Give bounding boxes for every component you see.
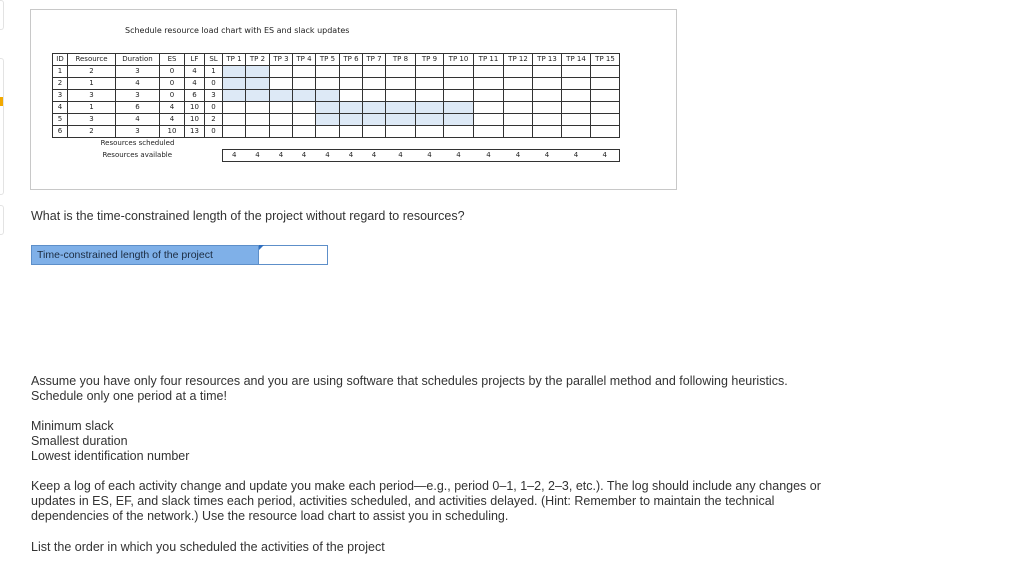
- period-cell[interactable]: [293, 66, 316, 78]
- cell-lf: 10: [185, 102, 205, 114]
- period-cell[interactable]: [270, 114, 293, 126]
- available-cell: 4: [340, 150, 363, 162]
- cell-duration: 4: [116, 78, 160, 90]
- period-cell[interactable]: [246, 90, 270, 102]
- table-row: [53, 102, 620, 114]
- period-cell[interactable]: [444, 90, 474, 102]
- heuristic-2: Smallest duration: [31, 434, 128, 448]
- header-cell: TP 8: [386, 54, 416, 66]
- period-cell[interactable]: [591, 90, 620, 102]
- period-cell[interactable]: [591, 102, 620, 114]
- period-cell[interactable]: [533, 78, 562, 90]
- header-cell: TP 13: [533, 54, 562, 66]
- table-row: [53, 114, 620, 126]
- available-cell: 4: [504, 150, 533, 162]
- period-cell[interactable]: [293, 78, 316, 90]
- period-cell[interactable]: [474, 90, 504, 102]
- cell-duration: 3: [116, 126, 160, 138]
- period-cell[interactable]: [270, 102, 293, 114]
- period-cell[interactable]: [270, 126, 293, 138]
- available-cell: 4: [246, 150, 270, 162]
- period-cell[interactable]: [316, 102, 340, 114]
- scheduled-cell: [416, 138, 444, 150]
- cell-resource: 3: [68, 114, 116, 126]
- period-cell[interactable]: [533, 102, 562, 114]
- cell-duration: 3: [116, 66, 160, 78]
- period-cell[interactable]: [386, 102, 416, 114]
- period-cell[interactable]: [363, 102, 386, 114]
- cell-id: 5: [53, 114, 68, 126]
- header-cell: TP 10: [444, 54, 474, 66]
- period-cell[interactable]: [246, 126, 270, 138]
- period-cell[interactable]: [363, 78, 386, 90]
- period-cell[interactable]: [591, 78, 620, 90]
- period-cell[interactable]: [504, 102, 533, 114]
- period-cell[interactable]: [444, 126, 474, 138]
- scheduled-cell: [533, 138, 562, 150]
- cell-id: 6: [53, 126, 68, 138]
- header-cell: TP 2: [246, 54, 270, 66]
- period-cell[interactable]: [533, 114, 562, 126]
- period-cell[interactable]: [316, 66, 340, 78]
- cell-resource: 1: [68, 78, 116, 90]
- question-text: What is the time-constrained length of the project without regard to resources?: [31, 209, 465, 223]
- cell-duration: 4: [116, 114, 160, 126]
- period-cell[interactable]: [533, 66, 562, 78]
- period-cell[interactable]: [591, 66, 620, 78]
- available-cell: 4: [533, 150, 562, 162]
- cell-es: 0: [160, 78, 185, 90]
- header-cell: TP 3: [270, 54, 293, 66]
- cell-es: 4: [160, 114, 185, 126]
- period-cell[interactable]: [340, 78, 363, 90]
- cell-lf: 6: [185, 90, 205, 102]
- period-cell[interactable]: [416, 102, 444, 114]
- cell-sl: 3: [205, 90, 223, 102]
- table-header-row: [53, 54, 620, 66]
- chart-title: Schedule resource load chart with ES and slack updates: [125, 26, 350, 35]
- cell-es: 0: [160, 90, 185, 102]
- period-cell[interactable]: [562, 90, 591, 102]
- scheduled-cell: [293, 138, 316, 150]
- period-cell[interactable]: [562, 78, 591, 90]
- cell-id: 3: [53, 90, 68, 102]
- instructions-paragraph-1: Assume you have only four resources and you are using software that schedules projects by the parallel method and following heuristics. Schedule only one period at a time!: [31, 374, 788, 403]
- resources-available-label: Resources available: [102, 151, 173, 159]
- period-cell[interactable]: [223, 90, 246, 102]
- period-cell[interactable]: [591, 126, 620, 138]
- period-cell[interactable]: [246, 114, 270, 126]
- header-cell: TP 15: [591, 54, 620, 66]
- available-cell: 4: [316, 150, 340, 162]
- period-cell[interactable]: [474, 114, 504, 126]
- cell-resource: 2: [68, 126, 116, 138]
- available-cell: 4: [270, 150, 293, 162]
- period-cell[interactable]: [533, 90, 562, 102]
- cell-resource: 3: [68, 90, 116, 102]
- answer-input-wrap: [259, 245, 328, 265]
- period-cell[interactable]: [386, 78, 416, 90]
- period-cell[interactable]: [444, 114, 474, 126]
- header-cell: ES: [160, 54, 185, 66]
- cell-duration: 3: [116, 90, 160, 102]
- cell-lf: 10: [185, 114, 205, 126]
- scheduled-cell: [386, 138, 416, 150]
- available-cell: 4: [223, 150, 246, 162]
- scheduled-cell: [363, 138, 386, 150]
- answer-row: [31, 245, 328, 265]
- table-row: [53, 78, 620, 90]
- available-cell: 4: [416, 150, 444, 162]
- table-row: [53, 66, 620, 78]
- cell-id: 2: [53, 78, 68, 90]
- period-cell[interactable]: [246, 102, 270, 114]
- period-cell[interactable]: [474, 78, 504, 90]
- scheduled-cell: [246, 138, 270, 150]
- period-cell[interactable]: [444, 78, 474, 90]
- period-cell[interactable]: [474, 126, 504, 138]
- scheduled-cell: [444, 138, 474, 150]
- header-cell: TP 1: [223, 54, 246, 66]
- period-cell[interactable]: [223, 102, 246, 114]
- period-cell[interactable]: [444, 102, 474, 114]
- period-cell[interactable]: [591, 114, 620, 126]
- header-cell: LF: [185, 54, 205, 66]
- header-cell: TP 12: [504, 54, 533, 66]
- resources-available-row: [53, 150, 620, 162]
- cell-sl: 2: [205, 114, 223, 126]
- cell-id: 1: [53, 66, 68, 78]
- cell-es: 4: [160, 102, 185, 114]
- input-corner-marker: [259, 245, 264, 250]
- period-cell[interactable]: [223, 126, 246, 138]
- scheduled-cell: [591, 138, 620, 150]
- period-cell[interactable]: [293, 102, 316, 114]
- available-cell: 4: [562, 150, 591, 162]
- cell-lf: 13: [185, 126, 205, 138]
- active-marker: [0, 97, 3, 106]
- cell-resource: 1: [68, 102, 116, 114]
- answer-label: Time-constrained length of the project: [31, 245, 259, 265]
- period-cell[interactable]: [246, 78, 270, 90]
- period-cell[interactable]: [340, 126, 363, 138]
- period-cell[interactable]: [474, 102, 504, 114]
- period-cell[interactable]: [504, 66, 533, 78]
- period-cell[interactable]: [223, 114, 246, 126]
- period-cell[interactable]: [340, 66, 363, 78]
- available-cell: 4: [591, 150, 620, 162]
- cell-es: 0: [160, 66, 185, 78]
- period-cell[interactable]: [363, 90, 386, 102]
- cell-lf: 4: [185, 66, 205, 78]
- header-cell: SL: [205, 54, 223, 66]
- scheduled-cell: [474, 138, 504, 150]
- heuristic-1: Minimum slack: [31, 419, 114, 433]
- scheduled-cell: [270, 138, 293, 150]
- period-cell[interactable]: [416, 90, 444, 102]
- cell-duration: 6: [116, 102, 160, 114]
- period-cell[interactable]: [270, 90, 293, 102]
- period-cell[interactable]: [386, 126, 416, 138]
- period-cell[interactable]: [340, 114, 363, 126]
- scheduled-cell: [316, 138, 340, 150]
- period-cell[interactable]: [270, 66, 293, 78]
- cell-lf: 4: [185, 78, 205, 90]
- period-cell[interactable]: [363, 114, 386, 126]
- period-cell[interactable]: [533, 126, 562, 138]
- period-cell[interactable]: [416, 66, 444, 78]
- available-cell: 4: [444, 150, 474, 162]
- left-edge-tabs: [0, 0, 8, 564]
- instructions-paragraph-3: List the order in which you scheduled the activities of the project: [31, 540, 385, 554]
- resources-scheduled-label: Resources scheduled: [100, 139, 175, 148]
- header-cell: TP 4: [293, 54, 316, 66]
- scheduled-cell: [562, 138, 591, 150]
- period-cell[interactable]: [474, 66, 504, 78]
- period-cell[interactable]: [504, 90, 533, 102]
- period-cell[interactable]: [316, 126, 340, 138]
- cell-sl: 0: [205, 126, 223, 138]
- period-cell[interactable]: [246, 66, 270, 78]
- cell-sl: 0: [205, 78, 223, 90]
- period-cell[interactable]: [340, 90, 363, 102]
- header-cell: TP 9: [416, 54, 444, 66]
- header-cell: TP 7: [363, 54, 386, 66]
- available-cell: 4: [363, 150, 386, 162]
- period-cell[interactable]: [293, 114, 316, 126]
- period-cell[interactable]: [316, 90, 340, 102]
- period-cell[interactable]: [223, 78, 246, 90]
- table-row: [53, 126, 620, 138]
- header-cell: TP 6: [340, 54, 363, 66]
- period-cell[interactable]: [316, 114, 340, 126]
- cell-es: 10: [160, 126, 185, 138]
- period-cell[interactable]: [340, 102, 363, 114]
- period-cell[interactable]: [293, 90, 316, 102]
- answer-input[interactable]: [259, 245, 328, 265]
- period-cell[interactable]: [562, 114, 591, 126]
- header-cell: TP 14: [562, 54, 591, 66]
- cell-sl: 1: [205, 66, 223, 78]
- period-cell[interactable]: [416, 126, 444, 138]
- period-cell[interactable]: [416, 114, 444, 126]
- heuristic-3: Lowest identification number: [31, 449, 190, 463]
- header-cell: TP 5: [316, 54, 340, 66]
- available-cell: 4: [386, 150, 416, 162]
- header-cell: ID: [53, 54, 68, 66]
- period-cell[interactable]: [504, 114, 533, 126]
- period-cell[interactable]: [562, 126, 591, 138]
- instructions-paragraph-2: Keep a log of each activity change and update you make each period—e.g., period 0–1, 1–2, 2–3, etc.). The log should include any changes or updates in ES, EF, and slack times each period, activities scheduled, and activities delayed. (Hint: Remember to maintain the technical dependencies of the network.) Use the resource load chart to assist you in scheduling.: [31, 479, 821, 523]
- period-cell[interactable]: [416, 78, 444, 90]
- table-row: [53, 90, 620, 102]
- period-cell[interactable]: [386, 66, 416, 78]
- period-cell[interactable]: [562, 102, 591, 114]
- period-cell[interactable]: [386, 90, 416, 102]
- period-cell[interactable]: [270, 78, 293, 90]
- period-cell[interactable]: [504, 126, 533, 138]
- cell-sl: 0: [205, 102, 223, 114]
- header-cell: Duration: [116, 54, 160, 66]
- available-cell: 4: [293, 150, 316, 162]
- resources-scheduled-row: [53, 138, 620, 150]
- scheduled-cell: [340, 138, 363, 150]
- period-cell[interactable]: [223, 66, 246, 78]
- header-cell: Resource: [68, 54, 116, 66]
- cell-resource: 2: [68, 66, 116, 78]
- resource-load-chart: [30, 9, 677, 190]
- period-cell[interactable]: [316, 78, 340, 90]
- period-cell[interactable]: [562, 66, 591, 78]
- available-cell: 4: [474, 150, 504, 162]
- cell-id: 4: [53, 102, 68, 114]
- resource-load-table: [52, 53, 620, 162]
- period-cell[interactable]: [293, 126, 316, 138]
- header-cell: TP 11: [474, 54, 504, 66]
- period-cell[interactable]: [386, 114, 416, 126]
- period-cell[interactable]: [363, 126, 386, 138]
- scheduled-cell: [504, 138, 533, 150]
- period-cell[interactable]: [363, 66, 386, 78]
- period-cell[interactable]: [444, 66, 474, 78]
- scheduled-cell: [223, 138, 246, 150]
- period-cell[interactable]: [504, 78, 533, 90]
